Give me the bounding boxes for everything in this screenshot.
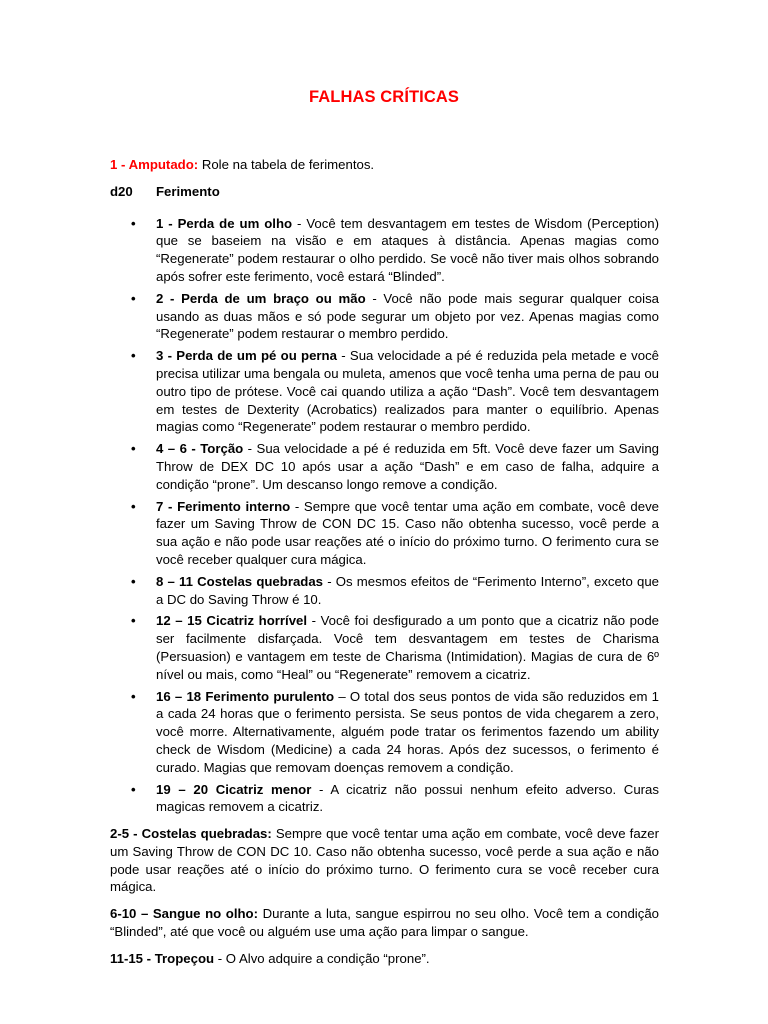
injury-label: 16 – 18 Ferimento purulento	[156, 688, 335, 704]
section-costelas-quebradas	[110, 825, 659, 896]
injury-label: 2 - Perda de um braço ou mão	[156, 290, 366, 306]
injury-list	[110, 215, 659, 817]
injury-label: 1 - Perda de um olho	[156, 215, 293, 231]
injury-item	[110, 612, 659, 683]
document-body	[110, 156, 659, 977]
injury-text: - Você não pode mais segurar qualquer coisa usando as duas mãos e só pode segurar um objeto por vez. Apenas magias como “Regenerate” podem restaurar o membro perdido.	[156, 290, 659, 342]
injury-text: - Sua velocidade a pé é reduzida em 5ft. Você deve fazer um Saving Throw de DEX DC 10 após usar a ação “Dash” e em caso de falha, adquire a condição “prone”. Um descanso longo remove a condição.	[156, 441, 659, 492]
bullet-icon	[131, 688, 136, 706]
section-tropecou	[110, 950, 659, 968]
bullet-icon	[131, 498, 136, 516]
page-title: FALHAS CRÍTICAS	[309, 88, 459, 106]
injury-text: – O total dos seus pontos de vida são reduzidos em 1 a cada 24 horas que o ferimento persista. Se seus pontos de vida chegarem a zero, você morre. Alternativamente, alguém pode tratar os ferimentos fazendo um ability check de Wisdom (Medicine) a cada 24 horas. Após dez sucessos, o ferimento é curado. Magias que removam doenças removem a condição.	[156, 688, 660, 775]
section-amputado-label: 1 - Amputado:	[110, 157, 199, 172]
injury-item	[110, 347, 659, 436]
section-amputado-text: Role na tabela de ferimentos.	[198, 157, 375, 172]
injury-label: 7 - Ferimento interno	[156, 498, 291, 514]
injury-text: - Os mesmos efeitos de “Ferimento Interno”, exceto que a DC do Saving Throw é 10.	[156, 573, 659, 607]
injury-item	[110, 440, 659, 493]
injury-label: 19 – 20 Cicatriz menor	[156, 781, 312, 797]
injury-item	[110, 498, 659, 569]
injury-item	[110, 290, 659, 343]
section-amputado	[110, 156, 659, 174]
bullet-icon	[131, 347, 136, 365]
injury-label: 12 – 15 Cicatriz horrível	[156, 613, 308, 629]
section-tropecou-label: 11-15 - Tropeçou	[110, 950, 215, 966]
injury-item	[110, 688, 659, 777]
section-sangue-text: Durante a luta, sangue espirrou no seu olho. Você tem a condição “Blinded”, até que você ou alguém use uma ação para limpar o sangue.	[110, 906, 659, 940]
section-costelas-label: 2-5 - Costelas quebradas:	[110, 826, 272, 842]
bullet-icon	[131, 215, 136, 233]
injury-item	[110, 781, 659, 817]
injury-label: 8 – 11 Costelas quebradas	[156, 573, 324, 589]
injury-text: - Sua velocidade a pé é reduzida pela metade e você precisa utilizar uma bengala ou muleta, amenos que você tenha uma perna de pau ou outro tipo de prótese. Você cai quando utiliza a ação “Dash”. Você tem desvantagem em testes de Dexterity (Acrobatics) realizados para manter o equilíbrio. Apenas magias como “Regenerate” podem restaurar o membro perdido.	[156, 348, 660, 435]
section-sangue-label: 6-10 – Sangue no olho:	[110, 906, 259, 922]
injury-item	[110, 573, 659, 609]
injury-text: - Você tem desvantagem em testes de Wisdom (Perception) que se baseiem na visão e em ataques à distância. Apenas magias como “Regenerate” podem restaurar o olho perdido. Se você não tiver mais olhos sobrando após sofrer este ferimento, você estará “Blinded”.	[156, 215, 659, 284]
injury-text: - A cicatriz não possui nenhum efeito adverso. Curas magicas removem a cicatriz.	[156, 781, 659, 815]
table-header	[110, 183, 659, 201]
injury-text: - Você foi desfigurado a um ponto que a cicatriz não pode ser facilmente disfarçada. Você tem desvantagem em testes de Charisma (Persuasion) e vantagem em teste de Charisma (Intimidation). Magias de cura de 6º nível ou mais, como “Heal” ou “Regenerate” removem a cicatriz.	[156, 613, 659, 682]
injury-text: - Sempre que você tentar uma ação em combate, você deve fazer um Saving Throw de CON DC 15. Caso não obtenha sucesso, você perde a sua ação e não pode usar reações até o início do próximo turno. O ferimento cura se você receber qualquer cura mágica.	[156, 498, 660, 567]
bullet-icon	[131, 440, 136, 458]
bullet-icon	[131, 290, 136, 308]
bullet-icon	[131, 573, 136, 591]
section-sangue-no-olho	[110, 905, 659, 941]
table-header-d20: d20	[110, 183, 133, 199]
table-header-ferimento: Ferimento	[156, 183, 220, 199]
injury-label: 4 – 6 - Torção	[156, 441, 244, 457]
section-costelas-text: Sempre que você tentar uma ação em combate, você deve fazer um Saving Throw de CON DC 10. Caso não obtenha sucesso, você perde a sua ação e não pode usar reações até o início do próximo turno. O ferimento cura se você receber cura mágica.	[110, 826, 659, 895]
injury-item	[110, 215, 659, 286]
injury-label: 3 - Perda de um pé ou perna	[156, 348, 337, 364]
bullet-icon	[131, 612, 136, 630]
section-tropecou-text: - O Alvo adquire a condição “prone”.	[214, 950, 430, 966]
bullet-icon	[131, 781, 136, 799]
